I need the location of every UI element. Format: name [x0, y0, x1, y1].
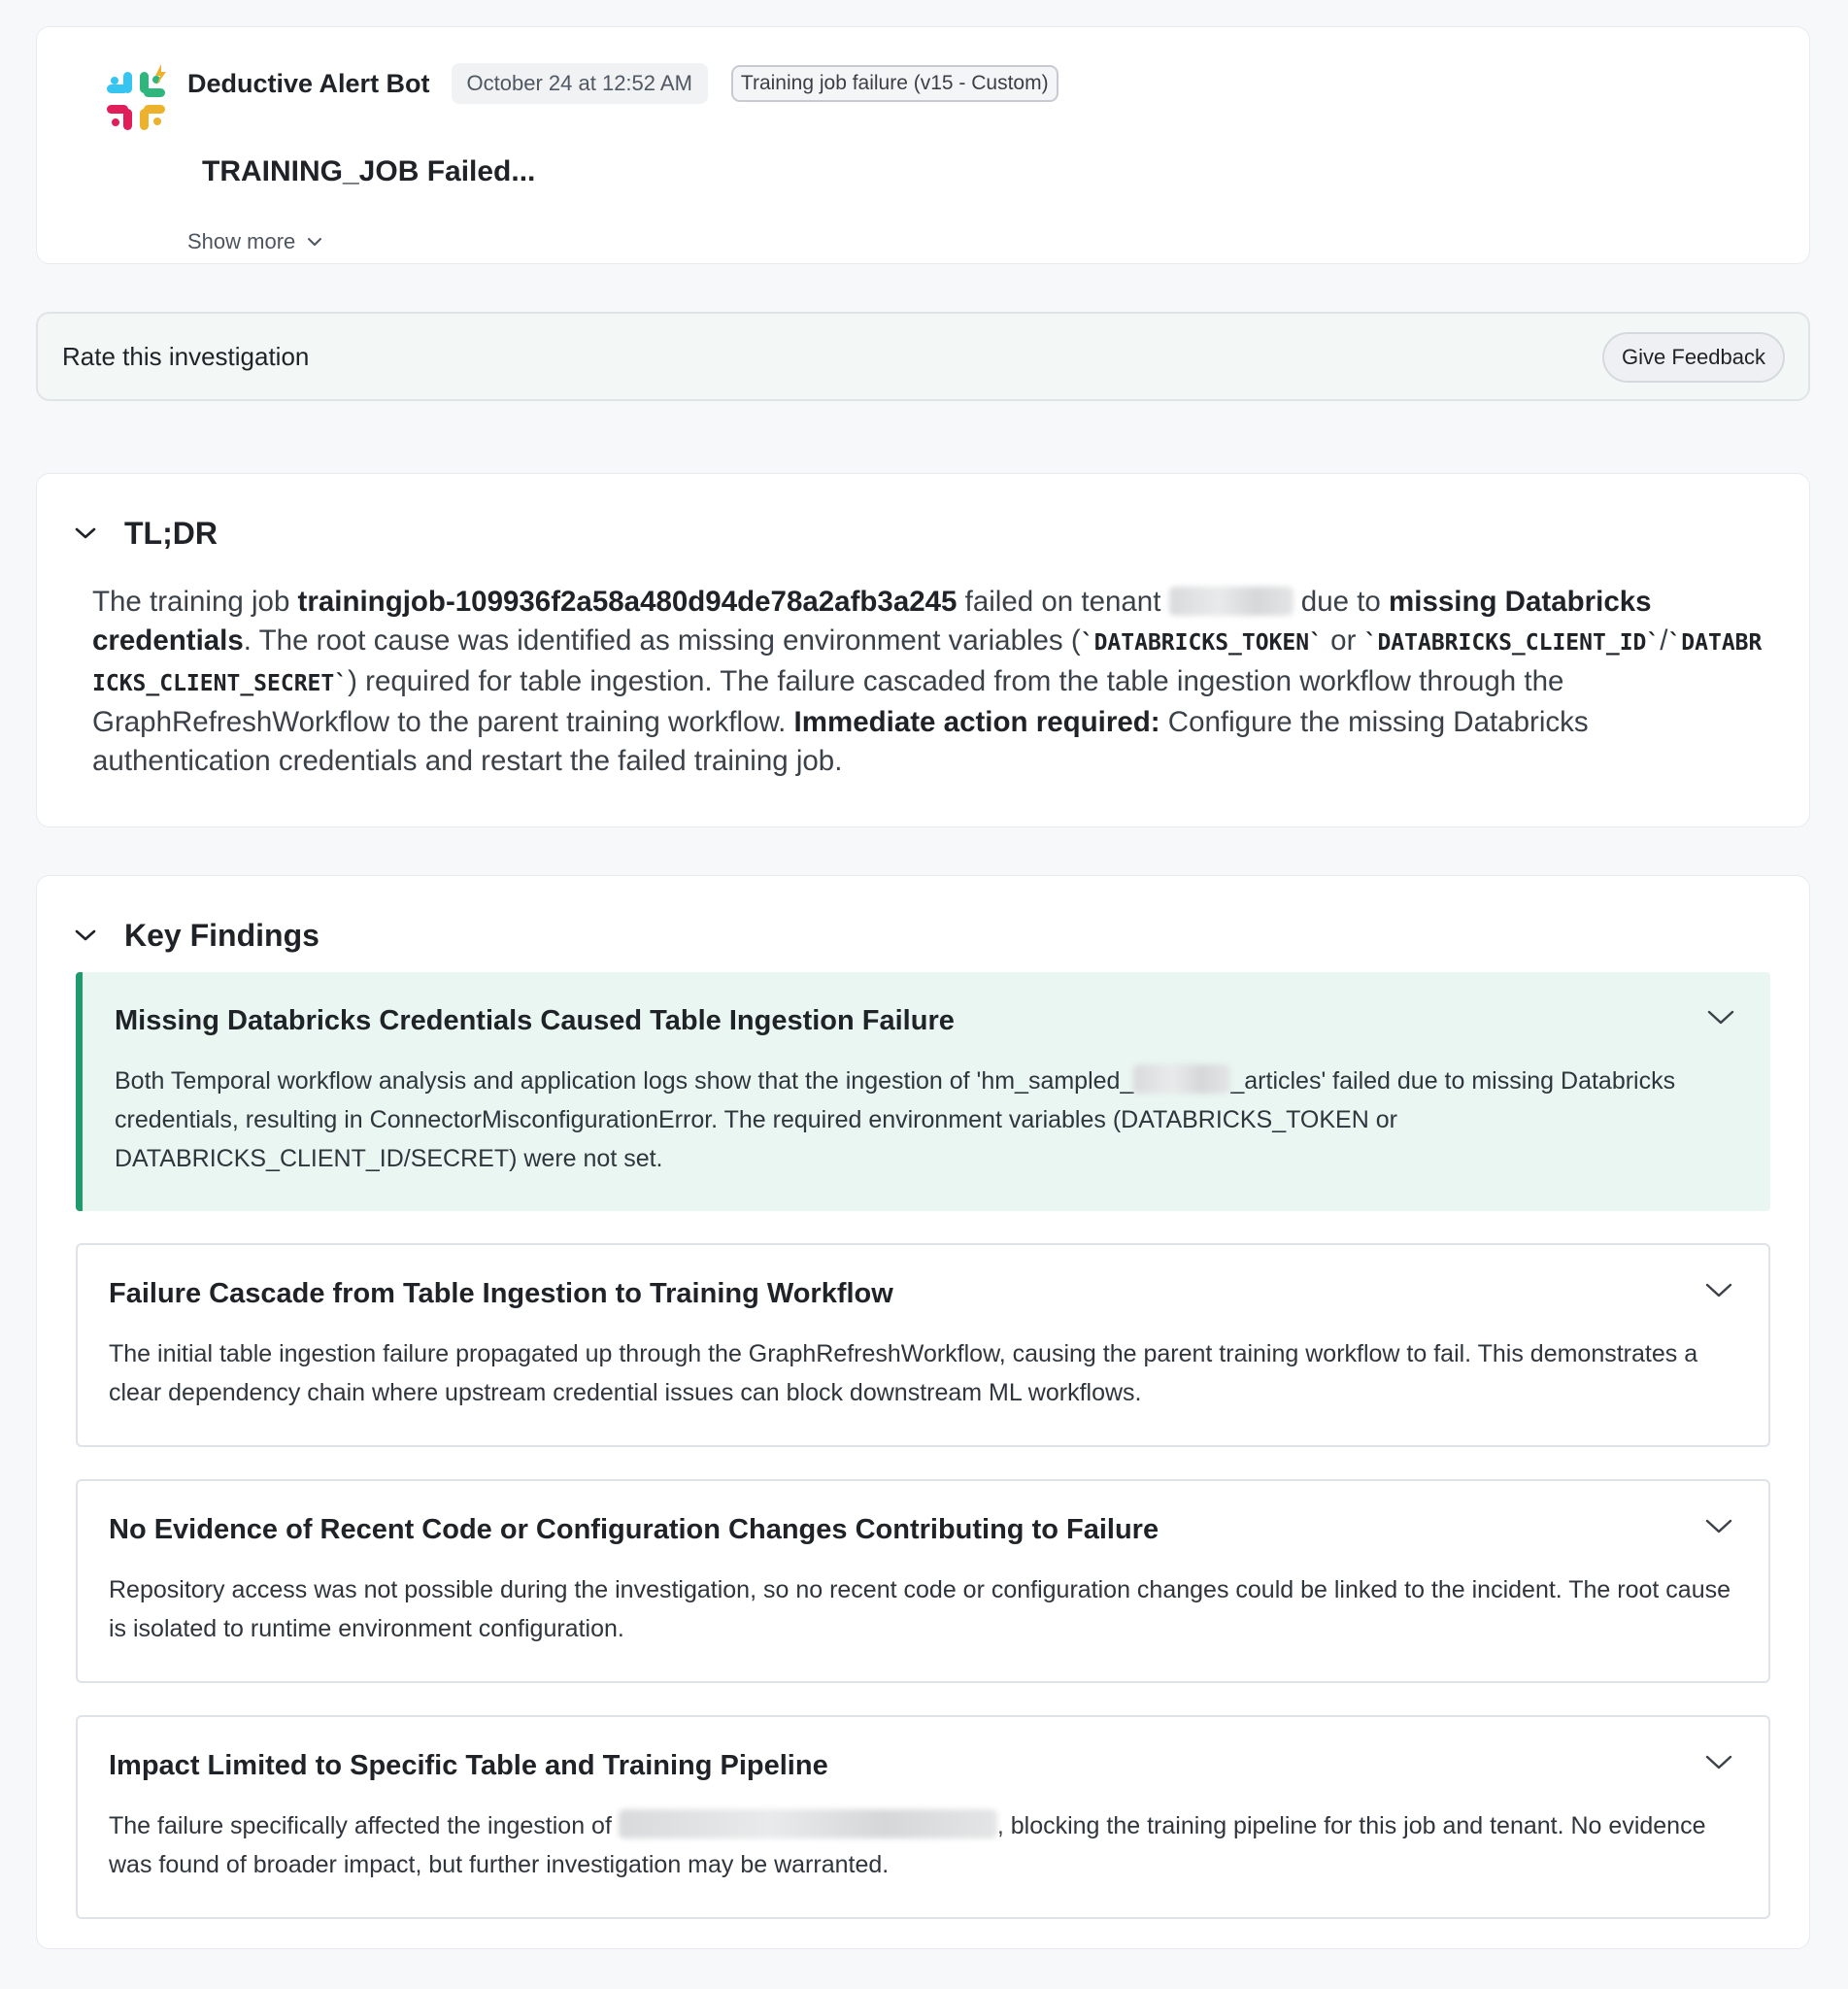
key-findings-header[interactable]: [74, 911, 319, 960]
finding-item[interactable]: [76, 1243, 1770, 1447]
chevron-down-icon[interactable]: [1704, 1282, 1733, 1299]
rating-label: Rate this investigation: [62, 342, 310, 371]
chevron-down-icon[interactable]: [1704, 1518, 1733, 1535]
key-findings-section: [36, 875, 1810, 1949]
tldr-summary: The training job trainingjob-109936f2a58a480d94de78a2afb3a245 failed on tenant due to missing Databricks credentials. The root cause was identified as missing environment variables (`DATABRICKS_TOKEN` or `DATABRICKS_CLIENT_ID`/`DATABRICKS_CLIENT_SECRET`) required for table ingestion. The failure cascaded from the table ingestion workflow through the GraphRefreshWorkflow to the parent training workflow. Immediate action required: Configure the missing Databricks authentication credentials and restart the failed training job.: [92, 586, 1763, 777]
job-id: trainingjob-109936f2a58a480d94de78a2afb3a245: [297, 586, 958, 618]
tldr-section: [36, 473, 1810, 827]
alert-timestamp[interactable]: October 24 at 12:52 AM: [452, 63, 708, 104]
finding-description: The initial table ingestion failure propagated up through the GraphRefreshWorkflow, causing the parent training workflow to fail. This demonstrates a clear dependency chain where upstream credential issues can block downstream ML workflows.: [109, 1340, 1698, 1406]
finding-description: The failure specifically affected the ingestion of , blocking the training pipeline for this job and tenant. No evidence was found of broader impact, but further investigation may be warranted.: [109, 1806, 1740, 1884]
show-more-label: Show more: [187, 229, 296, 253]
chevron-down-icon: [74, 526, 97, 540]
chevron-down-icon: [307, 237, 322, 247]
rating-bar: [36, 312, 1810, 401]
give-feedback-button[interactable]: Give Feedback: [1602, 332, 1785, 383]
chevron-down-icon: [74, 928, 97, 942]
alert-card: [36, 26, 1810, 264]
redacted-tenant: [1169, 587, 1294, 616]
key-findings-title: Key Findings: [124, 917, 319, 953]
alert-title: TRAINING_JOB Failed...: [202, 155, 536, 187]
finding-description: Both Temporal workflow analysis and application logs show that the ingestion of 'hm_sampled_ _articles' failed due to missing Databricks credentials, resulting in ConnectorMisconfigurationError. The required environment variables (DATABRICKS_TOKEN or DATABRICKS_CLIENT_ID/SECRET) were not set.: [115, 1062, 1746, 1178]
finding-item[interactable]: [76, 1479, 1770, 1683]
finding-description: Repository access was not possible during the investigation, so no recent code or configuration changes could be linked to the incident. The root cause is isolated to runtime environment configuration.: [109, 1576, 1730, 1642]
chevron-down-icon[interactable]: [1704, 1754, 1733, 1771]
finding-title: No Evidence of Recent Code or Configuration Changes Contributing to Failure: [109, 1514, 1159, 1545]
tldr-header[interactable]: [74, 509, 218, 557]
alert-header: [187, 62, 1058, 105]
chevron-down-icon[interactable]: [1706, 1009, 1735, 1027]
finding-title: Failure Cascade from Table Ingestion to Training Workflow: [109, 1278, 893, 1309]
finding-item[interactable]: [76, 972, 1770, 1211]
redacted-table-name: [1133, 1064, 1230, 1094]
alert-type-tag: Training job failure (v15 - Custom): [731, 65, 1058, 102]
show-more-toggle[interactable]: [187, 229, 322, 254]
finding-item[interactable]: [76, 1715, 1770, 1919]
tldr-title: TL;DR: [124, 515, 218, 551]
finding-title: Missing Databricks Credentials Caused Table Ingestion Failure: [115, 1005, 955, 1036]
redacted-table-name: [619, 1809, 997, 1838]
root-cause: missing Databricks credentials: [92, 586, 1652, 657]
slack-logo-icon: [85, 62, 186, 140]
action-label: Immediate action required:: [793, 706, 1160, 738]
finding-title: Impact Limited to Specific Table and Training Pipeline: [109, 1750, 828, 1781]
bot-name: Deductive Alert Bot: [187, 68, 430, 98]
